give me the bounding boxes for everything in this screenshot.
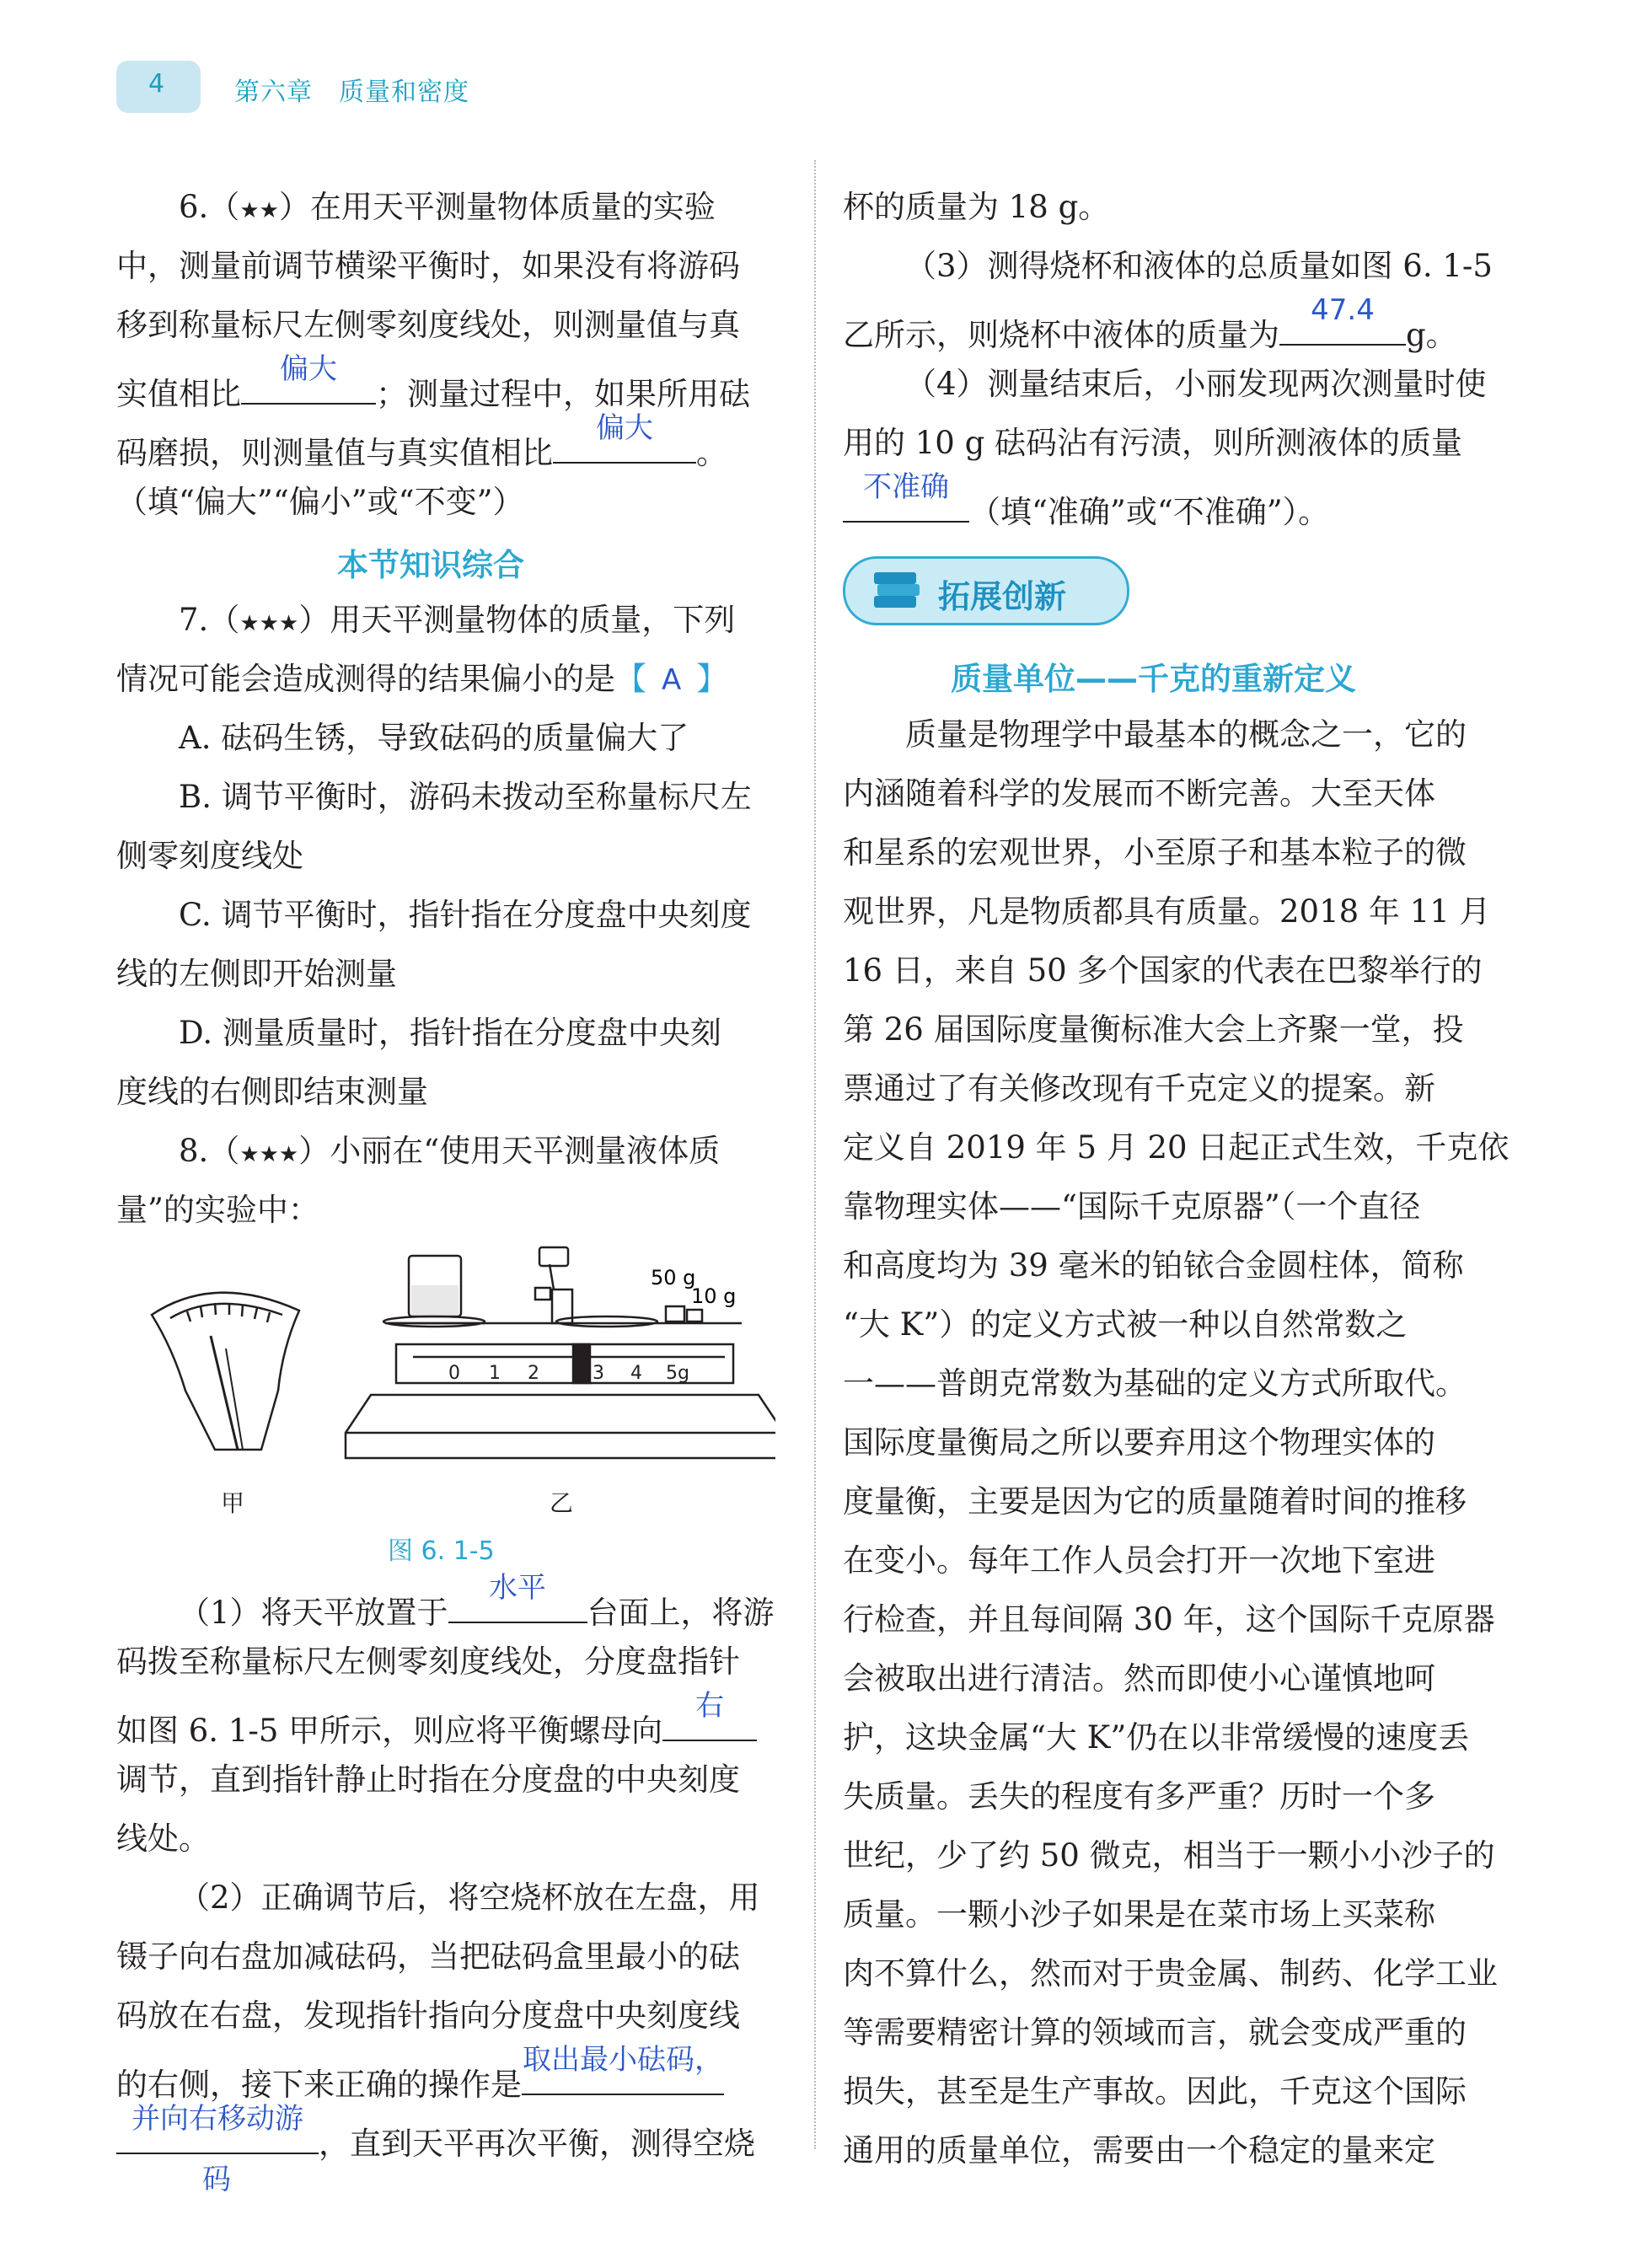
handwritten-answer: 取出最小砝码， [523, 2043, 723, 2077]
column-divider [814, 160, 816, 2149]
q8-p2-line-2: 镊子向右盘加减砝码，当把砝码盒里最小的砝 [116, 1938, 740, 1975]
answer-blank [662, 1689, 757, 1741]
article-line: 靠物理实体——“国际千克原器”（一个直径 [843, 1188, 1421, 1225]
article-line: 世纪，少了约 50 微克，相当于一颗小小沙子的 [843, 1837, 1495, 1874]
balance-illustration [135, 1239, 775, 1525]
article-line: 等需要精密计算的领域而言，就会变成严重的 [843, 2014, 1467, 2051]
article-line: 护，这块金属“大 K”仍在以非常缓慢的速度丢 [843, 1719, 1470, 1756]
chapter-running-head: 第六章 质量和密度 [234, 78, 469, 107]
q8-p1-line-4: 调节，直到指针静止时指在分度盘的中央刻度 [116, 1761, 740, 1798]
q8-line-2: 量”的实验中： [116, 1192, 319, 1228]
handwritten-answer: 偏大 [280, 352, 337, 386]
article-line: 和高度均为 39 毫米的铂铱合金圆柱体，简称 [843, 1247, 1464, 1284]
article-line: “大 K”）的定义方式被一种以自然常数之 [843, 1306, 1408, 1343]
q8-p4-line-1: （4）测量结束后，小丽发现两次测量时使 [905, 366, 1487, 402]
article-line: 行检查，并且每间隔 30 年，这个国际千克原器 [843, 1601, 1495, 1638]
scale-tick: 2 [528, 1363, 539, 1384]
article-line: 在变小。每年工作人员会打开一次地下室进 [843, 1542, 1435, 1579]
difficulty-stars: ★★★ [239, 1142, 299, 1167]
q8-cont-line-1: 杯的质量为 18 g。 [843, 189, 1110, 225]
figure-caption: 图 6. 1-5 [388, 1536, 495, 1566]
weight-50g-label: 50 g [651, 1266, 696, 1289]
article-line: 内涵随着科学的发展而不断完善。大至天体 [843, 775, 1435, 812]
option-b-cont: 侧零刻度线处 [116, 838, 303, 874]
q6-line-1: 6.（★★）在用天平测量物体质量的实验 [179, 189, 716, 225]
article-line: 定义自 2019 年 5 月 20 日起正式生效，千克依 [843, 1129, 1510, 1166]
answer-blank [241, 352, 376, 405]
scale-tick: 3 [593, 1363, 604, 1384]
article-line: 会被取出进行清洁。然而即使小心谨慎地呵 [843, 1660, 1435, 1697]
scale-tick: 1 [489, 1363, 501, 1384]
article-line: 第 26 届国际度量衡标准大会上齐聚一堂，投 [843, 1011, 1464, 1048]
balance-yi [346, 1247, 775, 1458]
option-b: B. 调节平衡时，游码未拨动至称量标尺左 [179, 779, 752, 815]
answer-blank [553, 411, 696, 464]
article-line: 肉不算什么，然而对于贵金属、制药、化学工业 [843, 1955, 1498, 1992]
answer-blank [1279, 293, 1406, 346]
article-line: 失质量。丢失的程度有多严重？历时一个多 [843, 1778, 1435, 1815]
answer-blank [116, 2102, 319, 2154]
q8-p4-line-3: 不准确 （填“准确”或“不准确”）。 [843, 482, 1329, 533]
article-line: 一——普朗克常数为基础的定义方式所取代。 [843, 1365, 1467, 1402]
article-title: 质量单位——千克的重新定义 [951, 661, 1356, 697]
scale-tick: 5g [666, 1363, 689, 1384]
difficulty-stars: ★★★ [239, 611, 299, 636]
dial-jia [152, 1293, 299, 1450]
article-line: 损失，甚至是生产事故。因此，千克这个国际 [843, 2073, 1467, 2110]
q6-line-6: （填“偏大”“偏小”或“不变”） [116, 484, 524, 520]
q8-p3-line-1: （3）测得烧杯和液体的总质量如图 6. 1-5 [905, 248, 1493, 284]
q8-p2-line-4: 的右侧，接下来正确的操作是 取出最小砝码， [116, 2055, 724, 2105]
option-a: A. 砝码生锈，导致砝码的质量偏大了 [179, 720, 689, 756]
q7-line-1: 7.（★★★）用天平测量物体的质量，下列 [179, 602, 736, 638]
handwritten-answer: 偏大 [596, 411, 653, 445]
weight-10g-label: 10 g [691, 1284, 737, 1308]
article-line: 质量是物理学中最基本的概念之一，它的 [905, 716, 1467, 753]
book-stack-icon [871, 571, 923, 618]
scale-tick: 0 [448, 1363, 460, 1384]
banner-title: 拓展创新 [938, 578, 1067, 615]
option-d-cont: 度线的右侧即结束测量 [116, 1074, 428, 1110]
q8-p2-line-5: 并向右移动游 ，直到天平再次平衡，测得空烧 [116, 2114, 755, 2164]
article-line: 观世界，凡是物质都具有质量。2018 年 11 月 [843, 893, 1491, 930]
option-c-cont: 线的左侧即开始测量 [116, 956, 397, 992]
figure-label-yi: 乙 [550, 1489, 574, 1517]
figure-label-jia: 甲 [221, 1489, 245, 1517]
article-line: 通用的质量单位，需要由一个稳定的量来定 [843, 2132, 1435, 2169]
q8-p1-line-3: 如图 6. 1-5 甲所示，则应将平衡螺母向 右 [116, 1701, 757, 1751]
answer-blank [522, 2043, 724, 2095]
article-line: 和星系的宏观世界，小至原子和基本粒子的微 [843, 834, 1467, 871]
answer-blank [843, 470, 969, 523]
scale-tick: 4 [630, 1363, 642, 1384]
section-banner [843, 556, 1129, 625]
q6-line-3: 移到称量标尺左侧零刻度线处，则测量值与真 [116, 307, 740, 343]
q7-line-2: 情况可能会造成测得的结果偏小的是【 A 】 [116, 661, 728, 697]
q6-line-5: 码磨损，则测量值与真实值相比 偏大 。 [116, 423, 727, 474]
q8-p4-line-2: 用的 10 g 砝码沾有污渍，则所测液体的质量 [843, 425, 1463, 461]
scale-ticks [448, 1363, 689, 1384]
handwritten-answer: 47.4 [1311, 293, 1375, 327]
q8-p3-line-2: 乙所示，则烧杯中液体的质量为 47.4 g。 [843, 305, 1457, 356]
q8-p1-line-1: （1）将天平放置于 水平 台面上，将游 [179, 1583, 775, 1633]
article-line: 度量衡，主要是因为它的质量随着时间的推移 [843, 1483, 1467, 1520]
article-line: 16 日，来自 50 多个国家的代表在巴黎举行的 [843, 952, 1483, 989]
handwritten-answer: 右 [695, 1689, 725, 1723]
option-c: C. 调节平衡时，指针指在分度盘中央刻度 [179, 897, 752, 933]
q8-p2-line-1: （2）正确调节后，将空烧杯放在左盘，用 [179, 1879, 760, 1916]
section-title: 本节知识综合 [337, 547, 524, 583]
q6-line-2: 中，测量前调节横梁平衡时，如果没有将游码 [116, 248, 740, 284]
difficulty-stars: ★★ [239, 198, 279, 223]
q6-line-4: 实值相比 偏大 ；测量过程中，如果所用砝 [116, 364, 750, 415]
q8-p1-line-2: 码拨至称量标尺左侧零刻度线处，分度盘指针 [116, 1643, 740, 1680]
q8-p1-line-5: 线处。 [116, 1820, 210, 1857]
handwritten-answer: 水平 [489, 1571, 547, 1605]
page-number: 4 [148, 69, 165, 99]
article-line: 国际度量衡局之所以要弃用这个物理实体的 [843, 1424, 1435, 1461]
article-line: 质量。一颗小沙子如果是在菜市场上买菜称 [843, 1896, 1435, 1933]
answer-blank [448, 1571, 587, 1623]
option-d: D. 测量质量时，指针指在分度盘中央刻 [179, 1015, 721, 1051]
handwritten-answer: 不准确 [863, 470, 949, 504]
q8-line-1: 8.（★★★）小丽在“使用天平测量液体质 [179, 1133, 721, 1169]
handwritten-answer: A [662, 663, 682, 697]
article-line: 票通过了有关修改现有千克定义的提案。新 [843, 1070, 1435, 1107]
q8-p2-line-3: 码放在右盘，发现指针指向分度盘中央刻度线 [116, 1997, 740, 2034]
handwritten-answer: 并向右移动游 [131, 2102, 303, 2136]
handwritten-answer: 码 [202, 2163, 231, 2196]
